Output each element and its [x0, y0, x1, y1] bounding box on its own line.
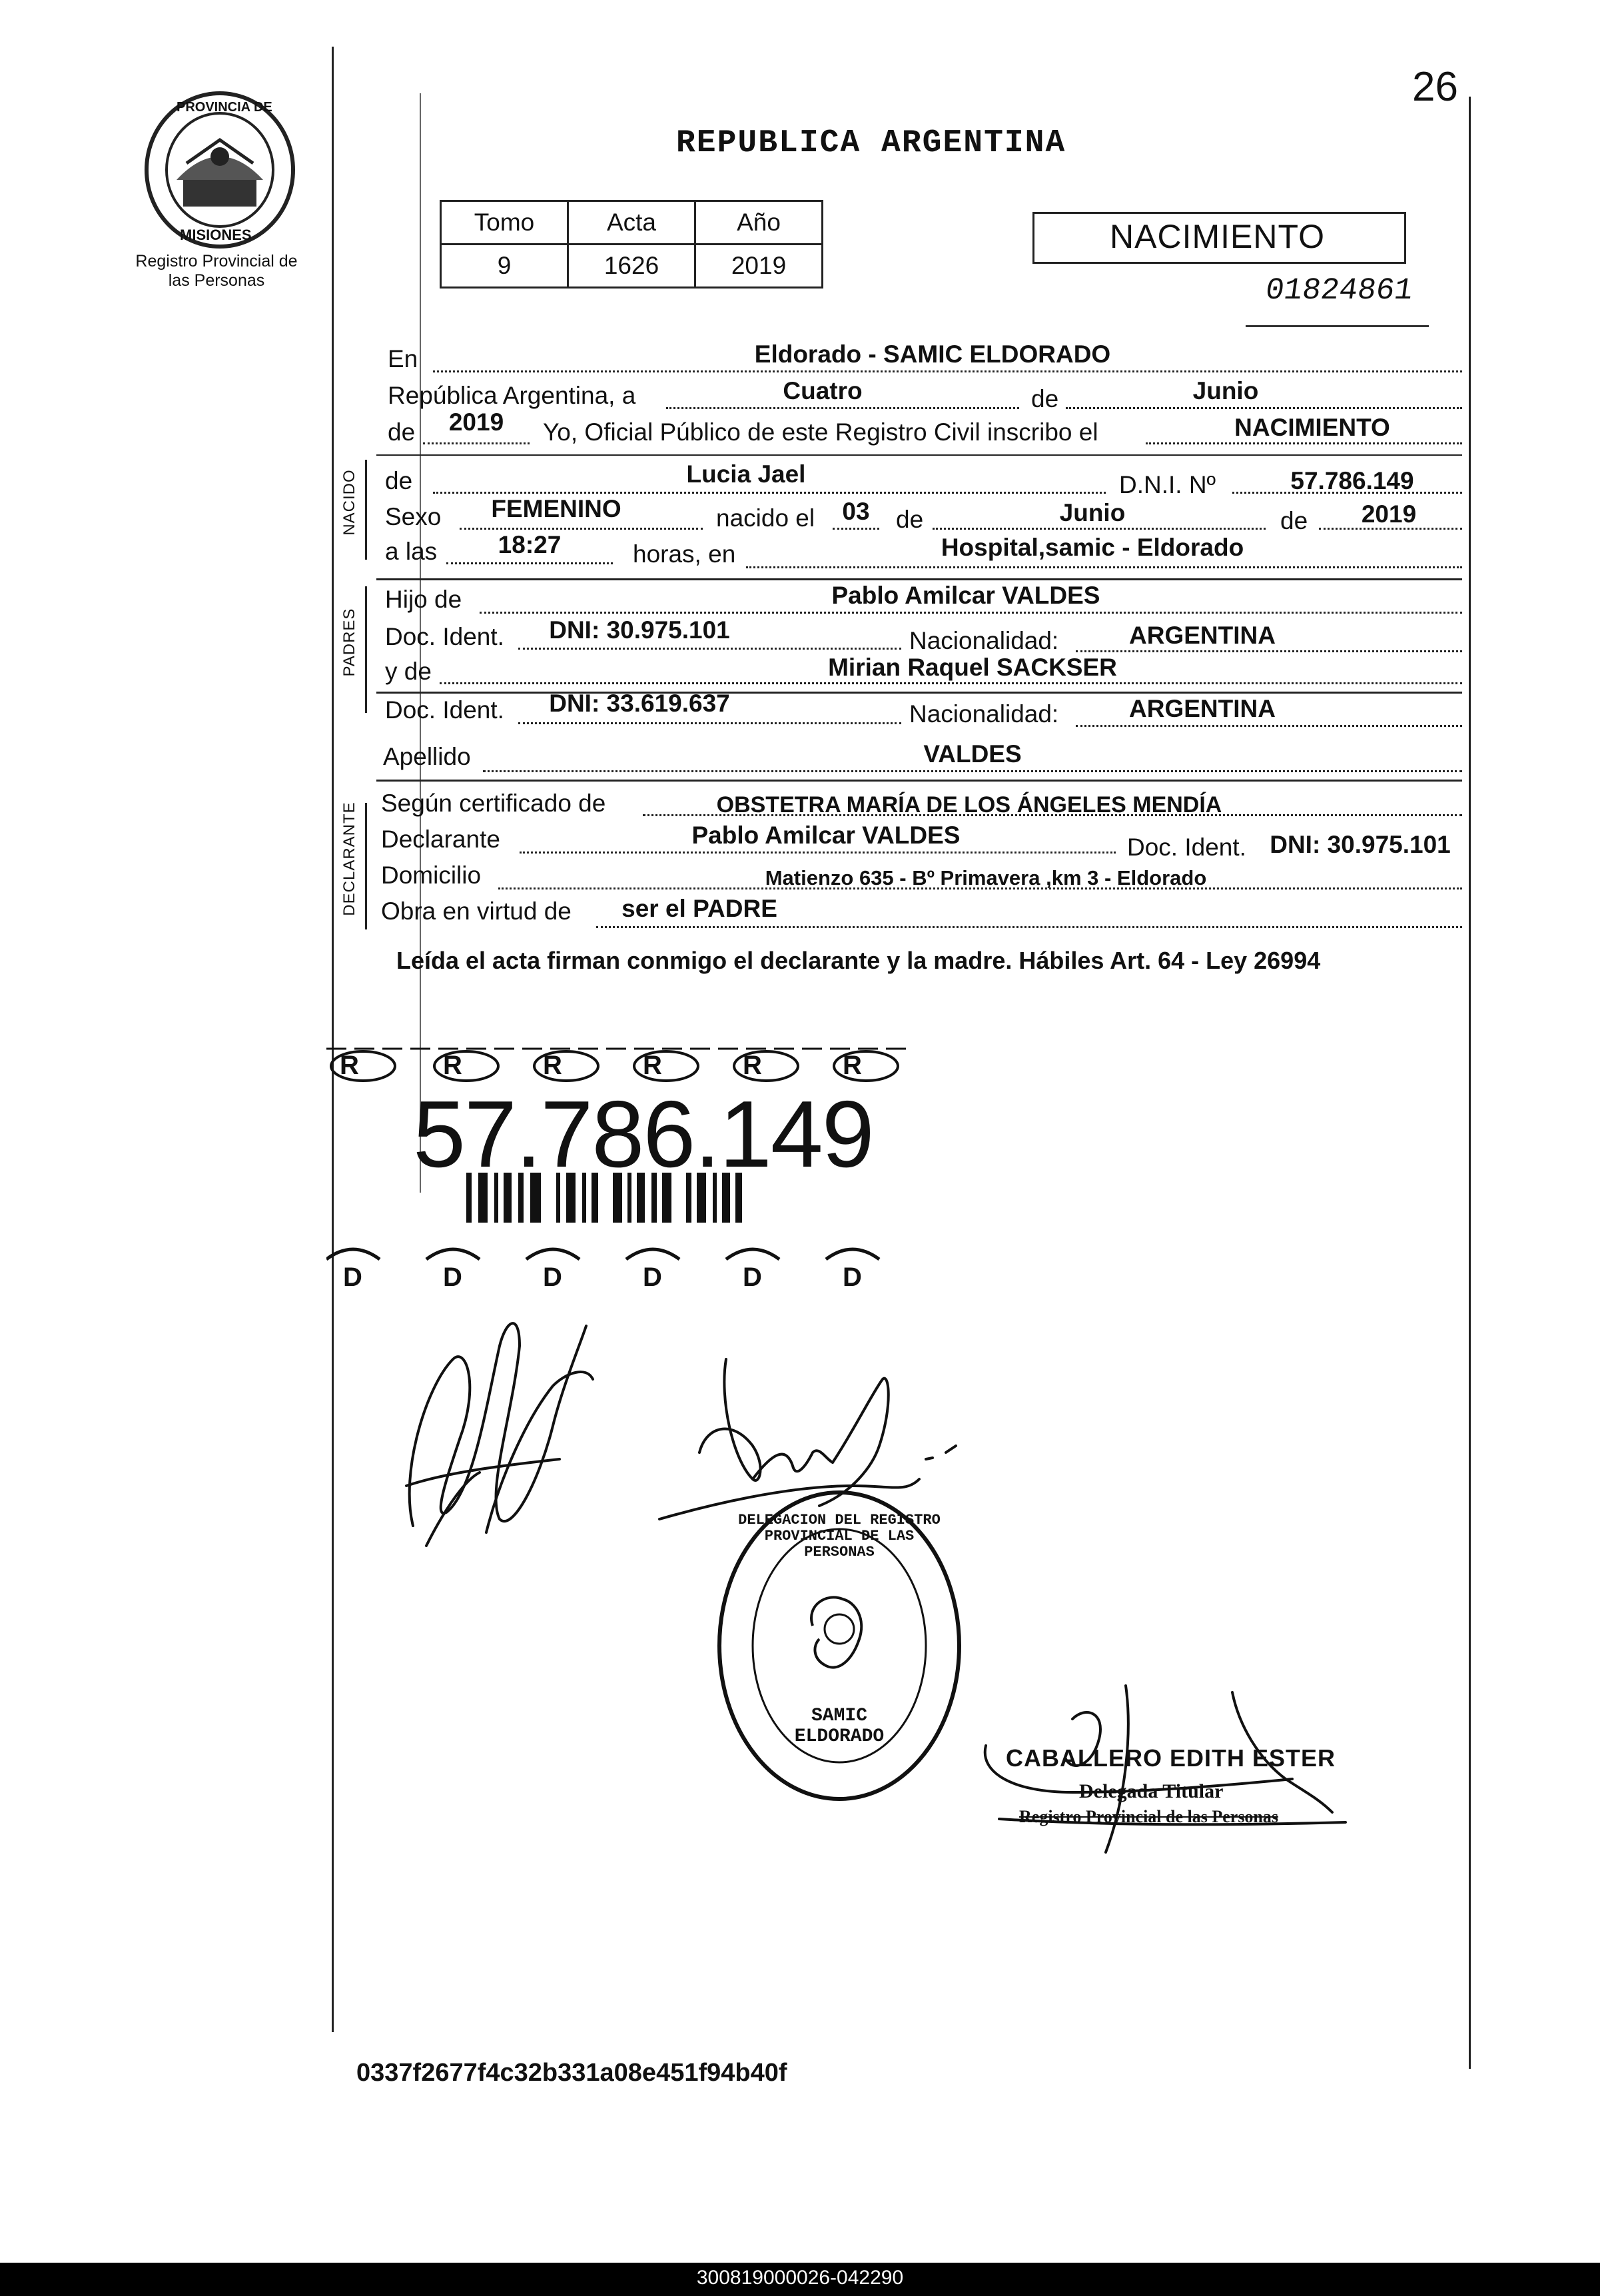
sticker-pattern-letter: D — [643, 1263, 662, 1292]
sticker-pattern-letter: D — [843, 1263, 862, 1292]
label-y-de: y de — [385, 658, 432, 685]
label-obra: Obra en virtud de — [381, 897, 572, 925]
dotted-line — [483, 770, 1462, 772]
domicilio-value: Matienzo 635 - Bº Primavera ,km 3 - Eldorado — [765, 866, 1207, 889]
father-name: Pablo Amilcar VALDES — [831, 582, 1100, 609]
table-value-ano: 2019 — [695, 245, 823, 288]
dotted-line — [666, 407, 1019, 409]
label-de-born-month: de — [896, 506, 924, 533]
dotted-line — [746, 566, 1462, 568]
born-year: 2019 — [1361, 500, 1417, 528]
sticker-pattern-letter: R — [843, 1051, 862, 1080]
record-table — [440, 200, 823, 288]
section-divider — [376, 578, 1462, 580]
dotted-line — [518, 722, 901, 724]
dotted-line — [833, 528, 879, 530]
dotted-line — [596, 926, 1462, 928]
registry-label: Registro Provincial de las Personas — [135, 252, 298, 290]
table-value-tomo: 9 — [441, 245, 568, 288]
label-de-name: de — [385, 467, 413, 494]
date-day-word: Cuatro — [783, 377, 863, 404]
document-hash: 0337f2677f4c32b331a08e451f94b40f — [356, 2059, 787, 2087]
stamp-inner-text: SAMIC ELDORADO — [794, 1706, 885, 1747]
born-time: 18:27 — [498, 531, 562, 558]
label-a-las: a las — [385, 538, 438, 565]
label-sexo: Sexo — [385, 503, 442, 530]
dotted-line — [1076, 725, 1462, 727]
label-de-month: de — [1031, 385, 1059, 412]
dotted-line — [460, 528, 703, 530]
official-name: CABALLERO EDITH ESTER — [1006, 1744, 1336, 1772]
mother-nationality: ARGENTINA — [1129, 695, 1276, 722]
father-nationality: ARGENTINA — [1129, 622, 1276, 649]
mother-doc: DNI: 33.619.637 — [549, 690, 730, 717]
label-de-year: de — [388, 418, 416, 446]
section-divider — [376, 780, 1462, 782]
born-sex: FEMENINO — [491, 495, 621, 522]
declarant-doc: DNI: 30.975.101 — [1270, 831, 1451, 858]
event-value: NACIMIENTO — [1234, 414, 1390, 441]
sticker-pattern-letter: R — [743, 1051, 762, 1080]
sticker-pattern-letter: R — [340, 1051, 359, 1080]
page-number: 26 — [1412, 64, 1458, 110]
obra-value: ser el PADRE — [621, 895, 777, 922]
label-declarante: Declarante — [381, 826, 500, 853]
dotted-line — [933, 528, 1266, 530]
born-dni: 57.786.149 — [1290, 467, 1414, 494]
label-nac-mother: Nacionalidad: — [909, 700, 1059, 728]
label-dni: D.N.I. Nº — [1119, 471, 1216, 498]
sticker-pattern-letter: D — [443, 1263, 462, 1292]
table-header-acta: Acta — [568, 201, 695, 245]
record-type: NACIMIENTO — [1110, 218, 1325, 255]
label-de-born-year: de — [1280, 507, 1308, 534]
label-en: En — [388, 345, 418, 372]
dotted-line — [446, 562, 613, 564]
dotted-line — [1146, 442, 1462, 444]
section-label-nacido: NACIDO — [340, 469, 358, 536]
label-doc-mother: Doc. Ident. — [385, 696, 504, 724]
table-value-acta: 1626 — [568, 245, 695, 288]
label-doc-father: Doc. Ident. — [385, 623, 504, 650]
right-margin-line — [1469, 97, 1471, 2069]
dotted-line — [520, 852, 1116, 854]
seal-text-bottom: MISIONES — [180, 227, 252, 243]
closing-text: Leída el acta firman conmigo el declarante y la madre. Hábiles Art. 64 - Ley 26994 — [396, 947, 1321, 974]
born-day: 03 — [842, 498, 870, 525]
section-divider — [376, 454, 1462, 456]
serial-underline — [1246, 325, 1429, 327]
sticker-dni-number: 57.786.149 — [413, 1081, 873, 1187]
section-bracket-declarante — [365, 803, 367, 929]
label-hijo-de: Hijo de — [385, 586, 462, 613]
label-domicilio: Domicilio — [381, 861, 482, 889]
official-title: Delegada Titular — [1079, 1780, 1224, 1802]
dotted-line — [518, 648, 901, 650]
born-place: Hospital,samic - Eldorado — [941, 534, 1244, 561]
sticker-pattern-letter: D — [343, 1263, 362, 1292]
official-office: Registro Provincial de las Personas — [1019, 1807, 1279, 1826]
label-doc-declarant: Doc. Ident. — [1127, 834, 1246, 861]
section-label-declarante: DECLARANTE — [340, 802, 358, 916]
dotted-line — [433, 370, 1462, 372]
dotted-line — [1066, 407, 1462, 409]
declarant-name: Pablo Amilcar VALDES — [691, 822, 961, 849]
place-value: Eldorado - SAMIC ELDORADO — [754, 340, 1111, 368]
stamp-ring-text: DELEGACION DEL REGISTRO PROVINCIAL DE LAS PERSONAS — [738, 1512, 941, 1560]
footer-code: 300819000026-042290 — [696, 2267, 904, 2289]
sticker-pattern-letter: D — [543, 1263, 562, 1292]
sticker-pattern-letter: R — [443, 1051, 462, 1080]
table-header-ano: Año — [695, 201, 823, 245]
section-label-padres: PADRES — [340, 608, 358, 677]
sticker-pattern-letter: D — [743, 1263, 762, 1292]
dotted-line — [433, 492, 1106, 494]
declarant-signature — [386, 1306, 606, 1566]
dotted-line — [1076, 650, 1462, 652]
label-apellido: Apellido — [383, 743, 471, 770]
mother-name: Mirian Raquel SACKSER — [828, 654, 1117, 681]
dotted-line — [440, 682, 1462, 684]
section-bracket-padres — [365, 586, 367, 713]
section-bracket-nacido — [365, 460, 367, 560]
sticker-pattern-letter: R — [543, 1051, 562, 1080]
seal-text-top: PROVINCIA DE — [177, 100, 272, 115]
label-country: República Argentina, a — [388, 382, 636, 409]
serial-number: 01824861 — [1263, 273, 1415, 308]
label-cert: Según certificado de — [381, 790, 606, 817]
cert-value: OBSTETRA MARÍA DE LOS ÁNGELES MENDÍA — [716, 792, 1222, 818]
label-horas-en: horas, en — [633, 540, 736, 568]
born-name: Lucia Jael — [686, 460, 806, 488]
born-month: Junio — [1059, 499, 1126, 526]
sticker-pattern-letter: R — [643, 1051, 662, 1080]
official-signature — [973, 1679, 1359, 1866]
table-header-tomo: Tomo — [441, 201, 568, 245]
label-nacido-el: nacido el — [716, 504, 815, 532]
father-doc: DNI: 30.975.101 — [549, 616, 730, 644]
date-year: 2019 — [448, 408, 504, 436]
document-title: REPUBLICA ARGENTINA — [676, 125, 1066, 161]
surname-value: VALDES — [923, 740, 1022, 768]
dotted-line — [423, 442, 530, 444]
statement-text: Yo, Oficial Público de este Registro Civil inscribo el — [543, 418, 1098, 446]
label-nac-father: Nacionalidad: — [909, 627, 1059, 654]
date-month: Junio — [1192, 377, 1259, 404]
dotted-line — [480, 612, 1462, 614]
